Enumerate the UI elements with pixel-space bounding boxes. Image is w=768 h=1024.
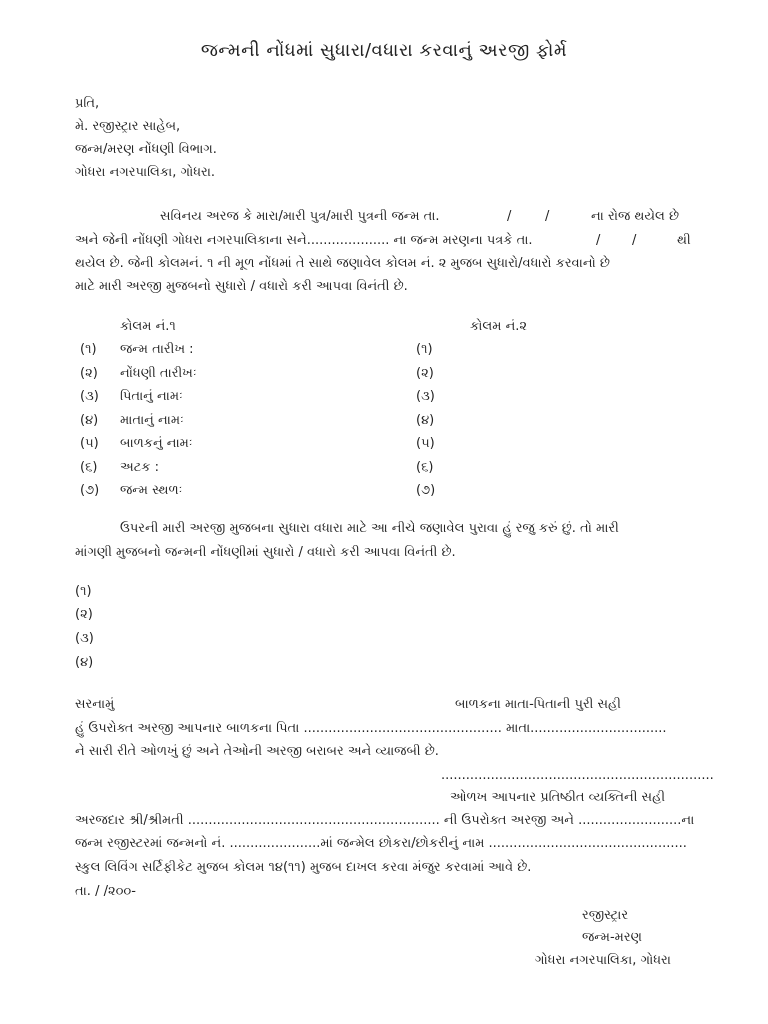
row-number: (૩) bbox=[80, 389, 99, 404]
row-label: જન્મ તારીખ : bbox=[120, 342, 194, 357]
register-line: જન્મ રજીસ્ટરમાં જન્મનો નં. ......................માં જન્મેલ છોકરા/છોકરીનું નામ ................................................ bbox=[75, 836, 687, 851]
row-number-col2: (૭) bbox=[416, 483, 436, 498]
applicant-line: અરજદાર શ્રી/શ્રીમતી ............................................................. ની ઉપરોક્ત અરજી અને .........................ના bbox=[75, 813, 695, 828]
page-title: જન્મની નોંધમાં સુધારા/વધારા કરવાનું અરજી ફોર્મ bbox=[200, 40, 568, 61]
request-line-3: થયેલ છે. જેની કોલમનં. ૧ ની મૂળ નોંધમાં તે સાથે જણાવેલ કોલમ નં. ૨ મુજબ સુધારો/વધારો કરવાનો છે bbox=[75, 256, 610, 271]
row-label: પિતાનું નામઃ bbox=[120, 389, 183, 404]
date-slash: / bbox=[507, 209, 512, 224]
row-number: (૧) bbox=[80, 342, 97, 357]
row-number-col2: (૫) bbox=[416, 436, 435, 451]
date-slash: / bbox=[632, 233, 637, 248]
date-slash: / bbox=[545, 209, 550, 224]
row-number: (૭) bbox=[80, 483, 100, 498]
row-number: (૪) bbox=[80, 413, 99, 428]
registrar-office: ગોધરા નગરપાલિકા, ગોધરા bbox=[535, 953, 671, 968]
row-number: (૬) bbox=[80, 460, 98, 475]
row-number-col2: (૧) bbox=[416, 342, 433, 357]
address-line: ગોધરા નગરપાલિકા, ગોધરા. bbox=[75, 165, 216, 180]
row-label: અટક : bbox=[120, 460, 159, 475]
column-2-header: કોલમ નં.૨ bbox=[470, 319, 528, 334]
date-line: તા. / /૨૦૦- bbox=[75, 884, 136, 899]
row-number-col2: (૩) bbox=[416, 389, 435, 404]
row-number: (૫) bbox=[80, 436, 99, 451]
registrar-title: રજીસ્ટ્રાર bbox=[582, 908, 629, 923]
registrar-department: જન્મ-મરણ bbox=[582, 930, 642, 945]
school-certificate-line: સ્કુલ લિવિંગ સર્ટિફીકેટ મુજબ કોલમ ૧૪(૧૧) મુજબ દાખલ કરવા મંજુર કરવામાં આવે છે. bbox=[75, 860, 532, 875]
proof-item: (૧) bbox=[75, 584, 92, 599]
proof-line-1: ઉપરની મારી અરજી મુજબના સુધારા વધારા માટે આ નીચે જણાવેલ પુરાવા હું રજુ કરું છું. તો મારી bbox=[120, 521, 619, 536]
row-number-col2: (૪) bbox=[416, 413, 435, 428]
row-label: બાળકનું નામઃ bbox=[120, 436, 193, 451]
acknowledge-line: ને સારી રીતે ઓળખું છું અને તેઓની અરજી બરાબર અને વ્યાજબી છે. bbox=[75, 744, 439, 759]
address-label: સરનામું bbox=[75, 697, 115, 712]
parents-signature-label: બાળકના માતા-પિતાની પુરી સહી bbox=[455, 697, 622, 712]
proof-item: (૨) bbox=[75, 607, 93, 622]
witness-signature-label: ઓળખ આપનાર પ્રતિષ્ઠીત વ્યક્તિની સહી bbox=[450, 790, 666, 805]
request-line-1-start: સવિનય અરજ કે મારા/મારી પુત્ર/મારી પુત્રની જન્મ તા. bbox=[160, 209, 440, 224]
request-line-2-end: થી bbox=[677, 233, 691, 248]
proof-item: (૩) bbox=[75, 631, 94, 646]
row-number-col2: (૨) bbox=[416, 366, 434, 381]
proof-line-2: માંગણી મુજબનો જન્મની નોંધણીમાં સુધારો / વધારો કરી આપવા વિનંતી છે. bbox=[75, 545, 456, 560]
row-label: નોંધણી તારીખઃ bbox=[120, 366, 197, 381]
row-number: (૨) bbox=[80, 366, 98, 381]
father-mother-line: હું ઉપરોક્ત અરજી આપનાર બાળકના પિતા ................................................ માતા................................. bbox=[75, 721, 667, 736]
address-line: પ્રતિ, bbox=[75, 96, 100, 111]
address-line: જન્મ/મરણ નોંધણી વિભાગ. bbox=[75, 142, 217, 157]
column-1-header: કોલમ નં.૧ bbox=[120, 319, 176, 334]
request-line-4: માટે મારી અરજી મુજબનો સુધારો / વધારો કરી આપવા વિનંતી છે. bbox=[75, 279, 408, 294]
row-label: જન્મ સ્થળઃ bbox=[120, 483, 183, 498]
request-line-2-start: અને જેની નોંધણી ગોધરા નગરપાલિકાના સને.................... ના જન્મ મરણના પત્રકે તા. bbox=[75, 233, 533, 248]
witness-signature-dots: .................................................................. bbox=[441, 768, 714, 783]
row-label: માતાનું નામઃ bbox=[120, 413, 184, 428]
proof-item: (૪) bbox=[75, 655, 94, 670]
request-line-1-end: ના રોજ થયેલ છે bbox=[591, 209, 680, 224]
row-number-col2: (૬) bbox=[416, 460, 434, 475]
address-line: મે. રજીસ્ટ્રાર સાહેબ, bbox=[75, 119, 181, 134]
date-slash: / bbox=[596, 233, 601, 248]
